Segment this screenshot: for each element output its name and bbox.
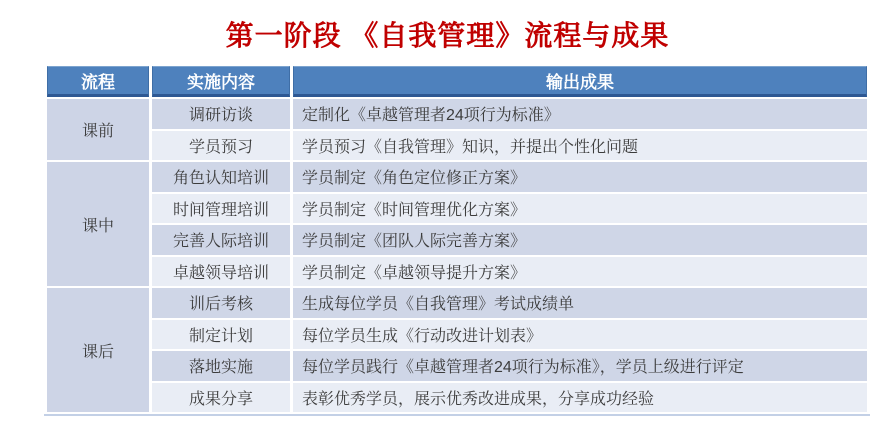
phase-cell-before-class: 课前 bbox=[47, 99, 149, 160]
output-cell: 生成每位学员《自我管理》考试成绩单 bbox=[293, 288, 867, 318]
content-cell: 落地实施 bbox=[152, 351, 290, 381]
content-cell: 调研访谈 bbox=[152, 99, 290, 129]
output-cell: 学员制定《团队人际完善方案》 bbox=[293, 225, 867, 255]
content-cell: 卓越领导培训 bbox=[152, 257, 290, 287]
process-table bbox=[44, 64, 870, 416]
output-cell: 学员预习《自我管理》知识，并提出个性化问题 bbox=[293, 131, 867, 161]
header-cell-output: 输出成果 bbox=[293, 66, 867, 97]
table-row bbox=[47, 131, 867, 161]
header-row bbox=[47, 66, 867, 97]
content-cell: 时间管理培训 bbox=[152, 194, 290, 224]
output-cell: 每位学员生成《行动改进计划表》 bbox=[293, 320, 867, 350]
table-row bbox=[47, 194, 867, 224]
table-row bbox=[47, 351, 867, 381]
output-cell: 每位学员践行《卓越管理者24项行为标准》，学员上级进行评定 bbox=[293, 351, 867, 381]
phase-cell-in-class: 课中 bbox=[47, 162, 149, 286]
output-cell: 定制化《卓越管理者24项行为标准》 bbox=[293, 99, 867, 129]
content-cell: 学员预习 bbox=[152, 131, 290, 161]
header-cell-process: 流程 bbox=[47, 66, 149, 97]
table-row bbox=[47, 288, 867, 318]
table-row bbox=[47, 383, 867, 413]
page-title: 第一阶段 《自我管理》流程与成果 bbox=[225, 20, 670, 51]
output-cell: 学员制定《时间管理优化方案》 bbox=[293, 194, 867, 224]
content-cell: 训后考核 bbox=[152, 288, 290, 318]
output-cell: 学员制定《卓越领导提升方案》 bbox=[293, 257, 867, 287]
content-cell: 角色认知培训 bbox=[152, 162, 290, 192]
header-cell-implementation: 实施内容 bbox=[152, 66, 290, 97]
content-cell: 制定计划 bbox=[152, 320, 290, 350]
output-cell: 学员制定《角色定位修正方案》 bbox=[293, 162, 867, 192]
table-row bbox=[47, 225, 867, 255]
output-cell: 表彰优秀学员，展示优秀改进成果，分享成功经验 bbox=[293, 383, 867, 413]
table-row bbox=[47, 162, 867, 192]
content-cell: 成果分享 bbox=[152, 383, 290, 413]
table-row bbox=[47, 99, 867, 129]
content-cell: 完善人际培训 bbox=[152, 225, 290, 255]
table-row bbox=[47, 320, 867, 350]
phase-cell-after-class: 课后 bbox=[47, 288, 149, 412]
table-row bbox=[47, 257, 867, 287]
